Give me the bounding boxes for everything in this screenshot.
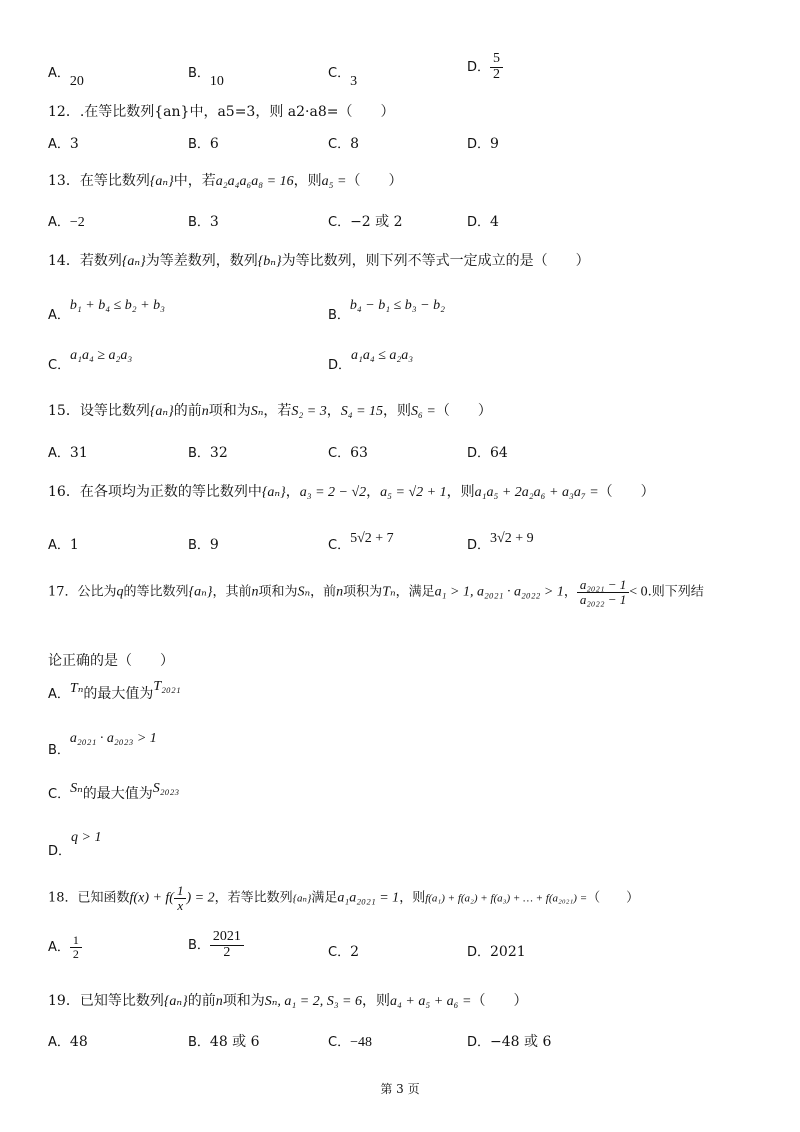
q15-option-b: B．32 — [188, 445, 228, 461]
q11-option-d: D． $\frac{5}{2}$ — [467, 52, 503, 82]
q18-option-b: B． $\frac{2021}{2}$ — [188, 930, 244, 960]
q12-stem: 12．.在等比数列{an}中，a5=3，则 a2·a8=（ ） — [48, 104, 395, 120]
q19-option-c: C．−48 — [328, 1035, 372, 1050]
q18-option-a: A． $\frac{1}{2}$ — [48, 934, 82, 960]
q15-stem: 15．设等比数列{aₙ}的前n项和为Sₙ，若S₂ = 3，S₄ = 15，则S₆ =（ ） — [48, 403, 492, 419]
q17-option-a: A．Tₙ的最大值为T₂₀₂₁ — [48, 679, 181, 702]
q14-option-c: C．a₁a₄ ≥ a₂a₃ — [48, 348, 133, 373]
q19-option-b: B．48 或 6 — [188, 1034, 260, 1050]
q13-option-a: A．−2 — [48, 215, 85, 230]
q16-option-a: A．1 — [48, 537, 79, 553]
q12-option-b: B．6 — [188, 136, 219, 152]
q13-stem: 13．在等比数列{aₙ}中，若a₂a₄a₆a₈ = 16，则a₅ =（ ） — [48, 173, 403, 189]
q12-option-d: D．9 — [467, 136, 499, 152]
q18-option-d: D．2021 — [467, 944, 526, 960]
q11-option-c: C．3 — [328, 66, 358, 89]
q15-option-d: D．64 — [467, 445, 508, 461]
q19-option-a: A．48 — [48, 1034, 88, 1050]
q16-option-b: B．9 — [188, 537, 219, 553]
q17-option-c: C．Sₙ的最大值为S₂₀₂₃ — [48, 781, 180, 802]
q14-option-b: B．b₄ − b₁ ≤ b₃ − b₂ — [328, 298, 445, 323]
q18-option-c: C．2 — [328, 944, 359, 960]
q14-option-a: A．b₁ + b₄ ≤ b₂ + b₃ — [48, 298, 165, 323]
q11-option-a: A．20 — [48, 66, 84, 89]
q12-option-a: A．3 — [48, 136, 79, 152]
q17-option-d: D．q > 1 — [48, 830, 102, 859]
q19-stem: 19．已知等比数列{aₙ}的前n项和为Sₙ, a₁ = 2, S₃ = 6，则a₄ + a₅ + a₆ =（ ） — [48, 993, 528, 1009]
q15-option-c: C．63 — [328, 445, 368, 461]
q14-stem: 14．若数列{aₙ}为等差数列，数列{bₙ}为等比数列，则下列不等式一定成立的是（ ） — [48, 253, 590, 269]
q12-option-c: C．8 — [328, 136, 359, 152]
q13-option-d: D．4 — [467, 214, 499, 230]
q16-option-c: C．5√2 + 7 — [328, 531, 394, 553]
q13-option-b: B．3 — [188, 214, 219, 230]
q17-stem: 17．公比为q的等比数列{aₙ}，其前n项和为Sₙ，前n项积为Tₙ，满足a₁ > 1, a₂₀₂₁ · a₂₀₂₂ > 1， $\frac{\text{a₂₀₂₁ − 1}}{\text{a₂₀₂₂ − 1}}$ < 0.则下列结 — [48, 577, 704, 607]
q16-stem: 16．在各项均为正数的等比数列中{aₙ}，a₃ = 2 − √2，a₅ = √2 + 1，则a₁a₅ + 2a₂a₆ + a₃a₇ =（ ） — [48, 484, 655, 500]
q17-option-b: B．a₂₀₂₁ · a₂₀₂₃ > 1 — [48, 731, 157, 758]
q14-option-d: D．a₁a₄ ≤ a₂a₃ — [328, 348, 414, 373]
q11-option-b: B．10 — [188, 66, 224, 89]
q13-option-c: C．−2 或 2 — [328, 214, 403, 230]
q17-stem-line2: 论正确的是（ ） — [48, 653, 174, 669]
page-number: 第 3 页 — [380, 1082, 420, 1096]
q18-stem: 18．已知函数f(x) + f( $\frac{1}{x}$ ) = 2，若等比数列{aₙ}满足a₁a₂₀₂₁ = 1，则f(a₁) + f(a₂) + f(a₃) + … + f(a₂₀₂₁) =（ ） — [48, 883, 640, 913]
q16-option-d: D．3√2 + 9 — [467, 531, 534, 553]
q15-option-a: A．31 — [48, 445, 88, 461]
q19-option-d: D．−48 或 6 — [467, 1034, 552, 1050]
